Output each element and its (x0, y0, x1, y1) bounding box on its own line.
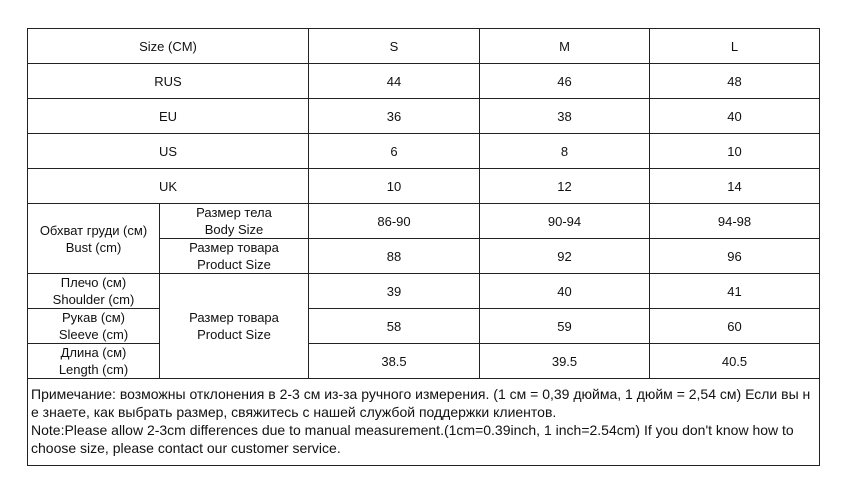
measurement-note (28, 379, 820, 466)
bust-label-en: Bust (cm) (65, 239, 122, 255)
bust-product-label-en: Product Size (197, 257, 271, 272)
header-size-l: L (650, 29, 820, 64)
length-label-ru: Длина (см) (60, 345, 127, 360)
length-l: 40.5 (650, 344, 820, 379)
shoulder-label-ru: Плечо (см) (60, 275, 127, 290)
eu-l: 40 (650, 99, 820, 134)
length-s: 38.5 (309, 344, 480, 379)
shoulder-label (28, 274, 160, 309)
eu-s: 36 (309, 99, 480, 134)
sleeve-label (28, 309, 160, 344)
product-group-label-ru: Размер товара (189, 310, 279, 325)
sleeve-l: 60 (650, 309, 820, 344)
body-size-label-en: Body Size (204, 222, 264, 237)
size-chart-table (27, 28, 820, 466)
bust-product-s: 88 (309, 239, 480, 274)
note-ru-line-2: е знаете, как выбрать размер, свяжитесь с нашей службой поддержки клиентов. (31, 404, 557, 420)
bust-body-row (28, 204, 820, 239)
note-en-line-2: choose size, please contact our customer service. (31, 440, 341, 456)
us-row (28, 134, 820, 169)
uk-row (28, 169, 820, 204)
us-m: 8 (480, 134, 650, 169)
bust-label (28, 204, 160, 274)
header-size-s: S (309, 29, 480, 64)
bust-body-s: 86-90 (309, 204, 480, 239)
eu-row (28, 99, 820, 134)
sleeve-label-ru: Рукав (см) (62, 310, 125, 325)
rus-row (28, 64, 820, 99)
sleeve-row (28, 309, 820, 344)
shoulder-row (28, 274, 820, 309)
body-size-label-ru: Размер тела (196, 205, 272, 220)
shoulder-label-en: Shoulder (cm) (52, 292, 135, 307)
length-label (28, 344, 160, 379)
bust-product-size-label (160, 239, 309, 274)
note-row (28, 379, 820, 466)
bust-body-l: 94-98 (650, 204, 820, 239)
us-s: 6 (309, 134, 480, 169)
rus-s: 44 (309, 64, 480, 99)
uk-label: UK (28, 169, 309, 204)
note-en-line-1: Note:Please allow 2-3cm differences due to manual measurement.(1cm=0.39inch, 1 inch=2.54cm) If you don't know how to (31, 422, 794, 438)
sleeve-s: 58 (309, 309, 480, 344)
bust-product-l: 96 (650, 239, 820, 274)
length-label-en: Length (cm) (58, 362, 129, 377)
uk-m: 12 (480, 169, 650, 204)
eu-label: EU (28, 99, 309, 134)
bust-product-label-ru: Размер товара (189, 240, 279, 255)
eu-m: 38 (480, 99, 650, 134)
sleeve-label-en: Sleeve (cm) (58, 327, 129, 342)
bust-body-m: 90-94 (480, 204, 650, 239)
note-ru-line-1: Примечание: возможны отклонения в 2-3 см из-за ручного измерения. (1 см = 0,39 дюйма, 1 дюйм = 2,54 см) Если вы н (31, 386, 811, 402)
length-row (28, 344, 820, 379)
uk-s: 10 (309, 169, 480, 204)
product-group-label-en: Product Size (197, 327, 271, 342)
rus-label: RUS (28, 64, 309, 99)
body-size-label (160, 204, 309, 239)
rus-m: 46 (480, 64, 650, 99)
sleeve-m: 59 (480, 309, 650, 344)
product-size-group-label (160, 274, 309, 379)
shoulder-l: 41 (650, 274, 820, 309)
header-size-m: M (480, 29, 650, 64)
bust-product-m: 92 (480, 239, 650, 274)
uk-l: 14 (650, 169, 820, 204)
us-label: US (28, 134, 309, 169)
us-l: 10 (650, 134, 820, 169)
bust-label-ru: Обхват груди (см) (39, 222, 148, 238)
shoulder-m: 40 (480, 274, 650, 309)
header-size-cm: Size (CM) (28, 29, 309, 64)
shoulder-s: 39 (309, 274, 480, 309)
header-row (28, 29, 820, 64)
rus-l: 48 (650, 64, 820, 99)
length-m: 39.5 (480, 344, 650, 379)
